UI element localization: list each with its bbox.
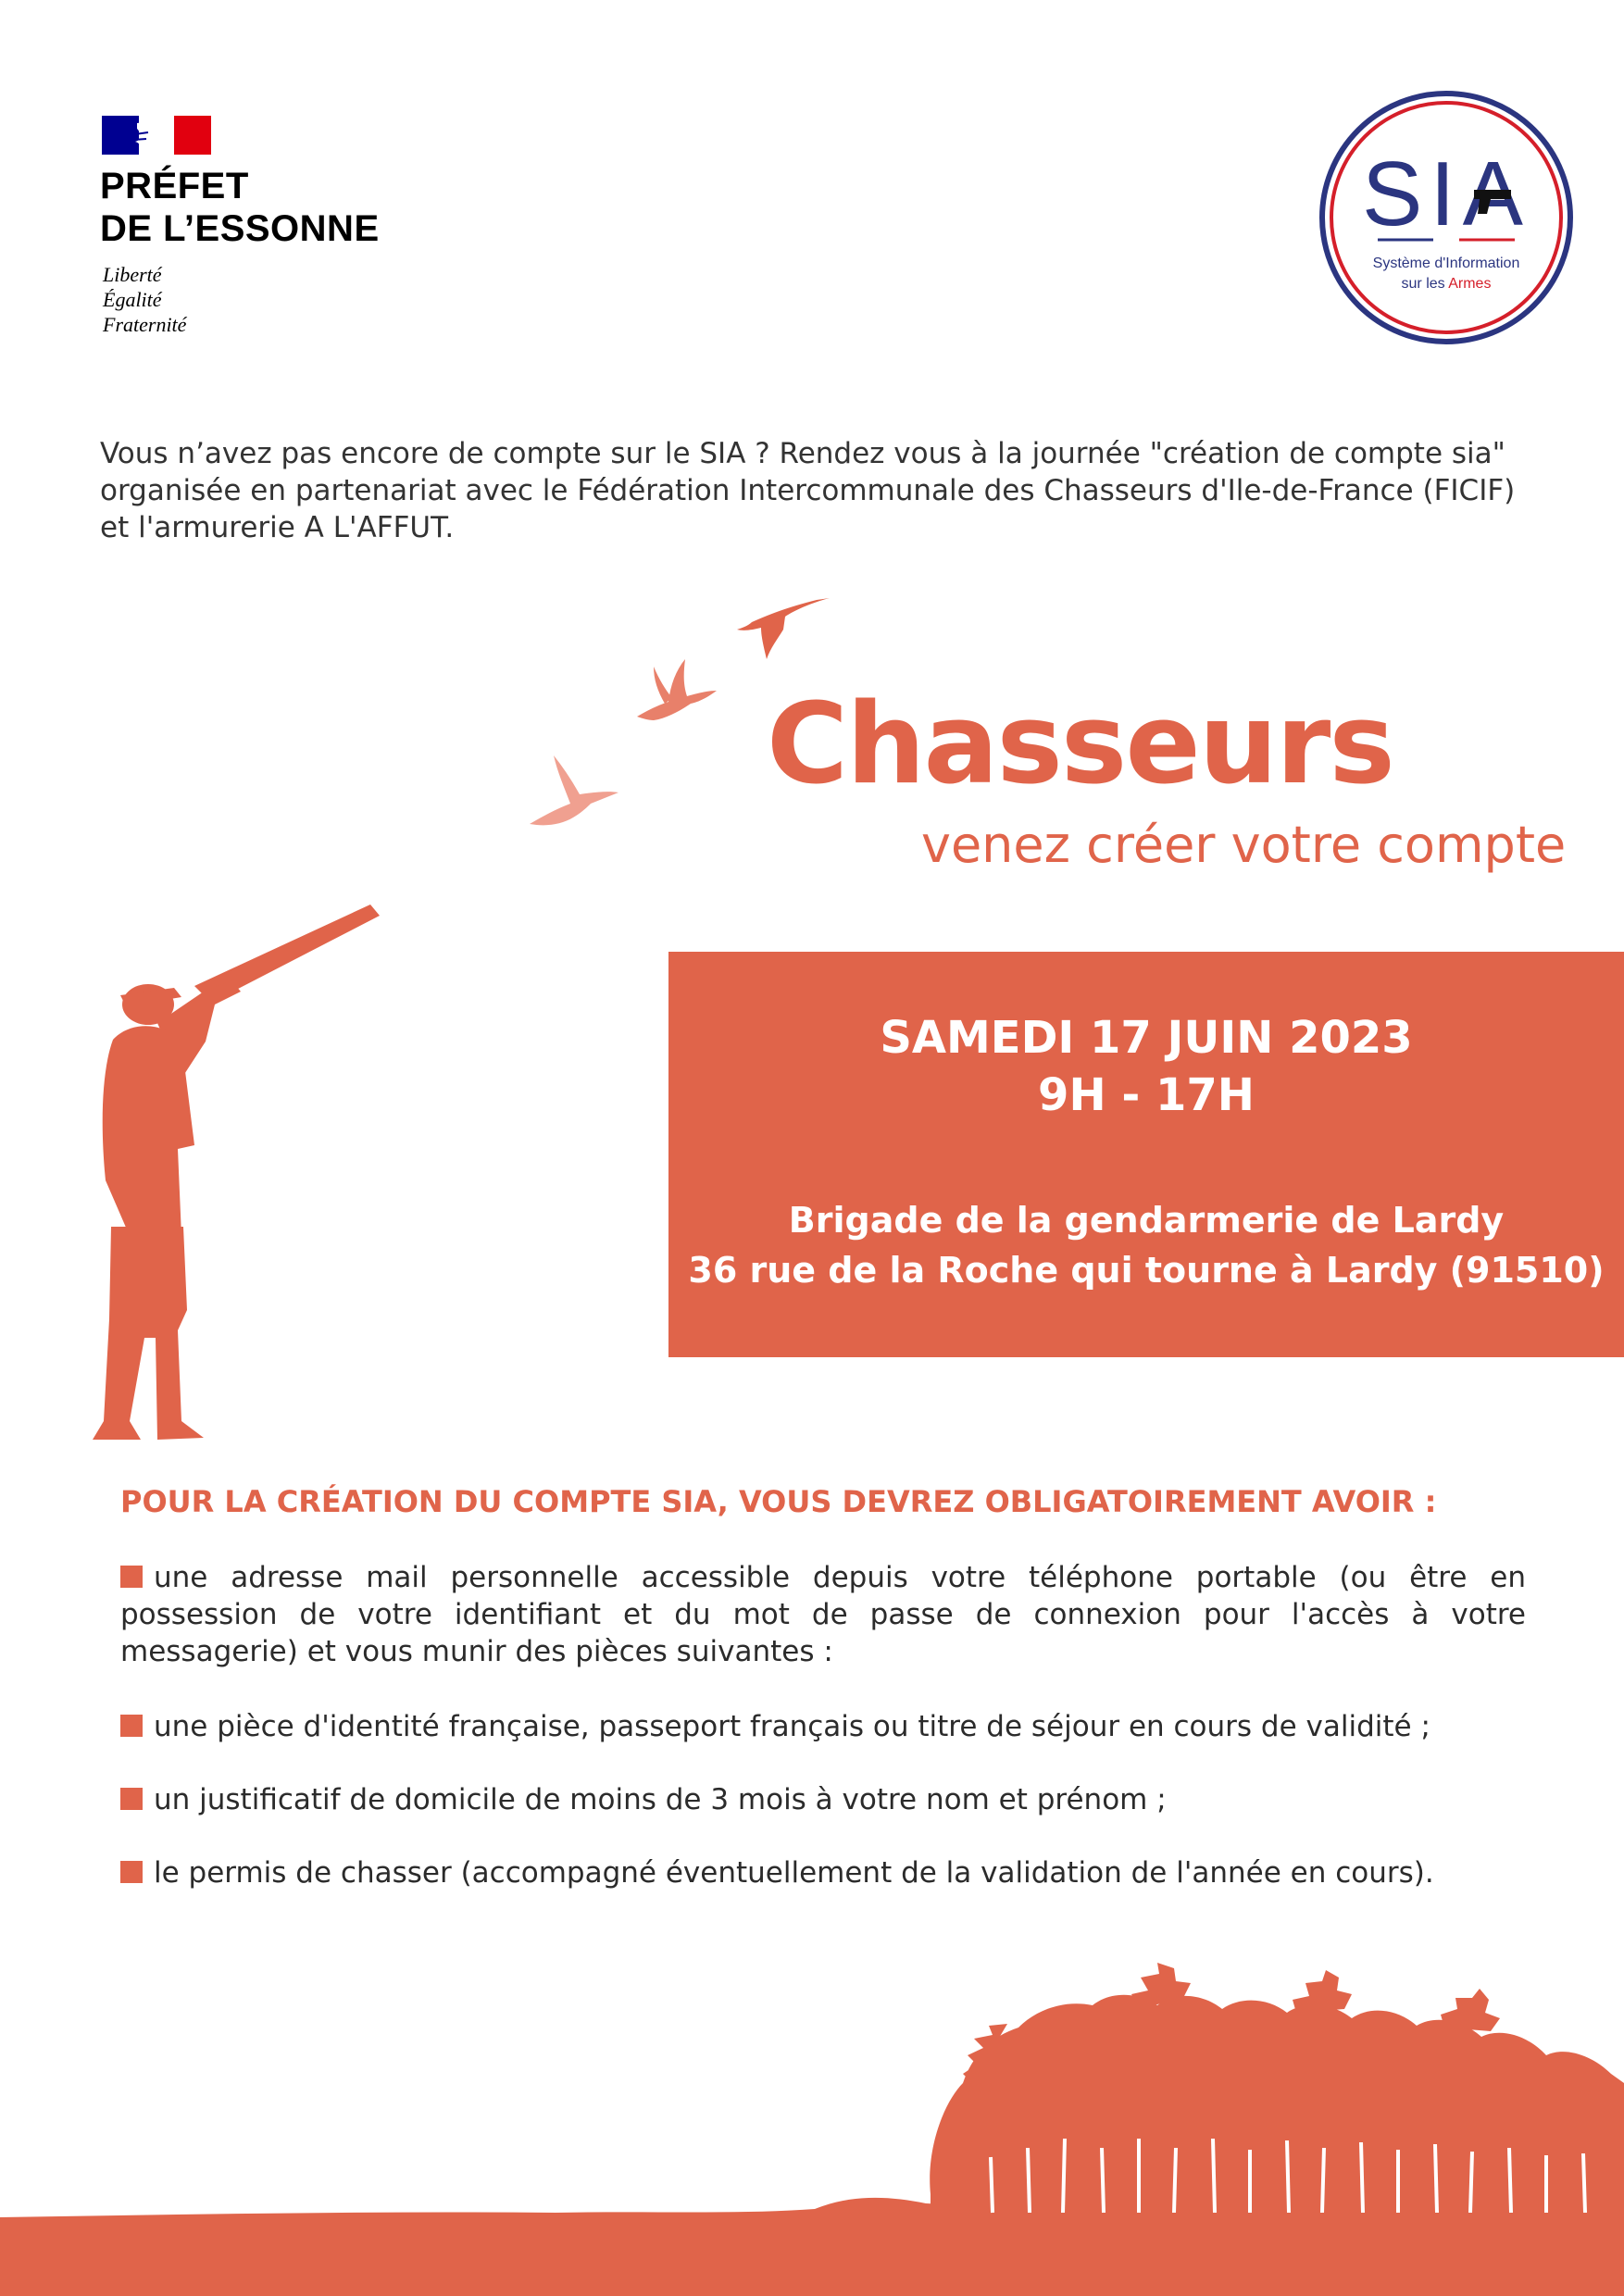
- requirement-text: une pièce d'identité française, passeport français ou titre de séjour en cours de validité ;: [154, 1710, 1430, 1743]
- requirement-item: [120, 1708, 1526, 1745]
- sia-line-1: Système d'Information: [1372, 256, 1520, 271]
- event-date: SAMEDI 17 JUIN 2023: [880, 1012, 1413, 1064]
- motto-liberte: Liberté: [103, 263, 162, 286]
- square-bullet-icon: [120, 1861, 143, 1883]
- requirement-item: [120, 1781, 1526, 1818]
- intro-text: Vous n’avez pas encore de compte sur le SIA ? Rendez vous à la journée "création de compte sia" organisée en partenariat avec le Fédération Intercommunale des Chasseurs d'Ile-de-France (FICIF) et l'armurerie A L'AFFUT.: [100, 437, 1516, 544]
- motto-egalite: Égalité: [103, 288, 162, 311]
- hunter-silhouette: [93, 903, 389, 1449]
- requirement-text: le permis de chasser (accompagné éventuellement de la validation de l'année en cours).: [154, 1856, 1434, 1890]
- requirement-text: un justificatif de domicile de moins de 3 mois à votre nom et prénom ;: [154, 1783, 1167, 1816]
- motto-fraternite: Fraternité: [103, 313, 187, 336]
- bird-icon: [637, 659, 717, 720]
- square-bullet-icon: [120, 1788, 143, 1810]
- requirement-item: [120, 1559, 1526, 1670]
- republic-motto: [103, 262, 186, 337]
- event-time: 9H - 17H: [1038, 1069, 1255, 1121]
- headline-title: Chasseurs: [767, 680, 1393, 809]
- headline-subtitle: venez créer votre compte: [921, 816, 1567, 874]
- marianne-flag-icon: [102, 116, 211, 155]
- bird-icon: [737, 598, 830, 659]
- sia-logo: [1318, 90, 1574, 345]
- event-info-box: [668, 952, 1624, 1357]
- sia-letters: SIA: [1362, 143, 1530, 244]
- tree-line: [0, 1916, 1624, 2296]
- sia-line-2: [1402, 276, 1492, 292]
- prefet-line-2: DE L’ESSONNE: [100, 208, 380, 249]
- requirements-heading: POUR LA CRÉATION DU COMPTE SIA, VOUS DEVREZ OBLIGATOIREMENT AVOIR :: [120, 1484, 1437, 1519]
- prefet-title: [100, 165, 380, 250]
- bird-icon: [530, 755, 618, 825]
- requirement-text: une adresse mail personnelle accessible depuis votre téléphone portable (ou être en possession de votre identifiant et du mot de passe de connexion pour l'accès à votre messagerie) et vous munir des pièces suivantes :: [120, 1561, 1526, 1668]
- prefet-line-1: PRÉFET: [100, 166, 249, 206]
- event-place: Brigade de la gendarmerie de Lardy: [788, 1200, 1505, 1241]
- event-address: 36 rue de la Roche qui tourne à Lardy (91510): [688, 1250, 1605, 1291]
- sia-line-2-prefix: sur les: [1401, 276, 1449, 292]
- square-bullet-icon: [120, 1566, 143, 1588]
- square-bullet-icon: [120, 1715, 143, 1737]
- requirement-item: [120, 1854, 1526, 1891]
- sia-line-2-accent: Armes: [1448, 276, 1492, 292]
